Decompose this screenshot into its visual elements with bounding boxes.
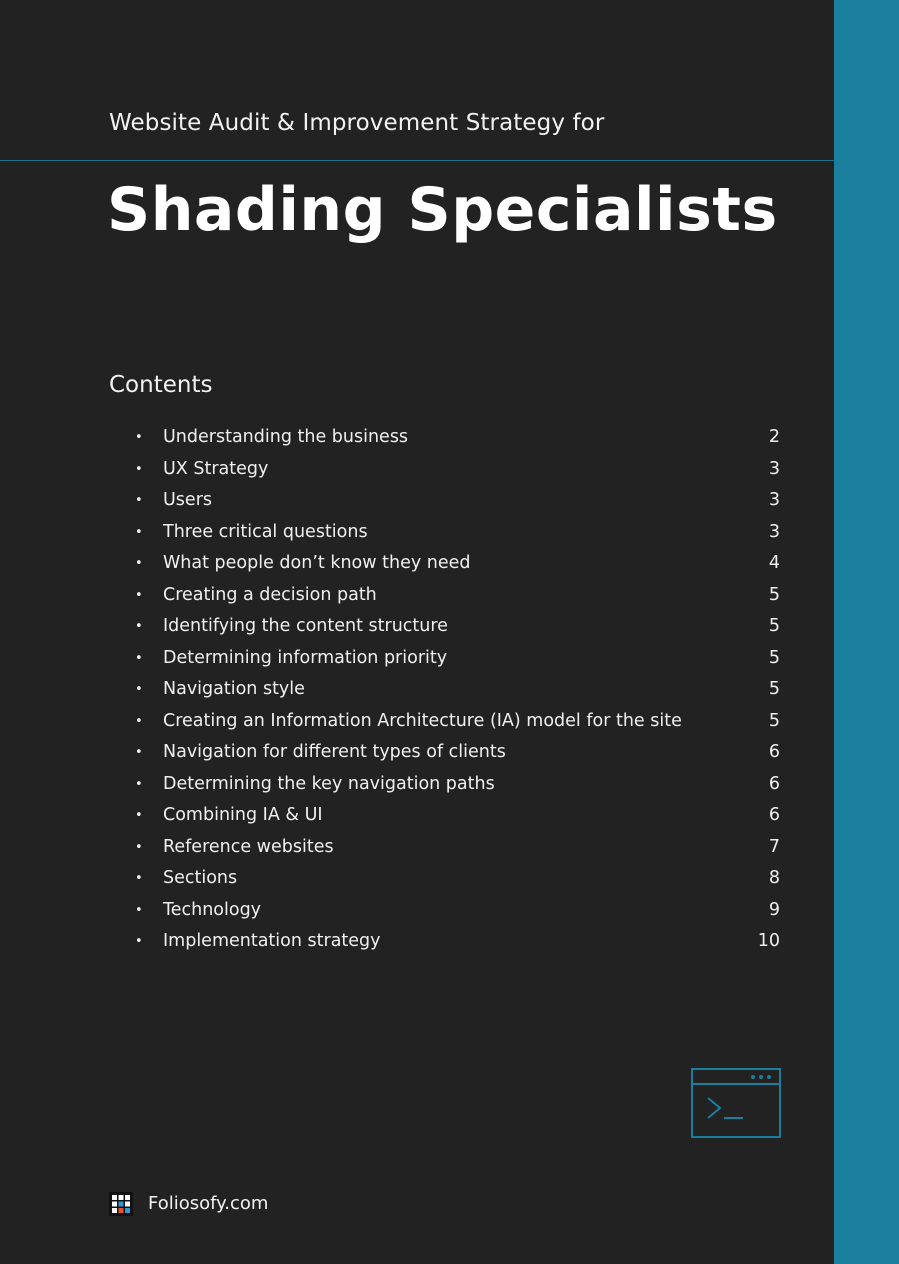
bullet-icon: • [135, 745, 143, 760]
bullet-icon: • [135, 808, 143, 823]
toc-item-label: Technology [163, 899, 262, 920]
bullet-icon: • [135, 461, 143, 477]
footer-brand[interactable]: Foliosofy.com [148, 1193, 269, 1214]
toc-item-label: Navigation style [163, 679, 305, 699]
toc-item[interactable] [135, 580, 780, 612]
toc-item-label: Implementation strategy [163, 931, 381, 951]
bullet-icon: • [135, 934, 143, 949]
toc-item[interactable] [135, 517, 780, 549]
document-subtitle: Website Audit & Improvement Strategy for [109, 110, 605, 136]
toc-item[interactable] [135, 832, 780, 864]
toc-item[interactable] [135, 737, 780, 769]
toc-item[interactable] [135, 926, 780, 958]
toc-item[interactable] [135, 454, 780, 486]
toc-item[interactable] [135, 674, 780, 706]
toc-item[interactable] [135, 611, 780, 643]
accent-sidebar [834, 0, 899, 1264]
toc-item[interactable] [135, 769, 780, 801]
bullet-icon: • [135, 839, 143, 855]
toc-item[interactable] [135, 485, 780, 517]
bullet-icon: • [135, 556, 143, 571]
toc-item-label: What people don’t know they need [163, 553, 471, 573]
bullet-icon: • [135, 619, 143, 634]
foliosofy-logo-icon [109, 1192, 133, 1216]
toc-item-page: 10 [757, 931, 780, 951]
toc-item-label: Sections [163, 868, 238, 888]
toc-item-label: Creating an Information Architecture (IA) model for the site [163, 710, 682, 731]
toc-item-label: Identifying the content structure [163, 616, 448, 636]
toc-item-label: Users [163, 490, 213, 510]
toc-item-page: 6 [768, 742, 780, 762]
bullet-icon: • [135, 493, 143, 508]
toc-item-page: 5 [768, 616, 780, 636]
toc-item-page: 5 [768, 647, 780, 668]
bullet-icon: • [135, 430, 143, 445]
bullet-icon: • [135, 871, 143, 886]
toc-item-page: 8 [768, 868, 780, 888]
toc-item[interactable] [135, 863, 780, 895]
toc-item-page: 5 [768, 710, 780, 731]
terminal-icon [691, 1068, 781, 1138]
toc-item-label: Determining the key navigation paths [163, 773, 495, 794]
toc-item-page: 3 [768, 458, 780, 479]
toc-item-label: Combining IA & UI [163, 805, 323, 825]
toc-item[interactable] [135, 422, 780, 454]
document-title: Shading Specialists [107, 175, 778, 245]
toc-item-label: Creating a decision path [163, 584, 377, 605]
toc-item-page: 7 [768, 836, 780, 857]
bullet-icon: • [135, 776, 143, 792]
bullet-icon: • [135, 682, 143, 697]
toc-item-page: 5 [768, 679, 780, 699]
contents-heading: Contents [109, 372, 213, 398]
toc-item[interactable] [135, 548, 780, 580]
bullet-icon: • [135, 713, 143, 729]
toc-item-page: 4 [768, 553, 780, 573]
header-divider [0, 160, 834, 161]
toc-item-label: Three critical questions [163, 521, 368, 542]
toc-item-page: 3 [768, 521, 780, 542]
toc-item-page: 5 [768, 584, 780, 605]
toc-item[interactable] [135, 643, 780, 675]
table-of-contents [135, 422, 780, 958]
toc-item[interactable] [135, 706, 780, 738]
toc-item-page: 3 [768, 490, 780, 510]
toc-item-label: UX Strategy [163, 458, 269, 479]
toc-item-page: 2 [768, 427, 780, 447]
bullet-icon: • [135, 587, 143, 603]
bullet-icon: • [135, 650, 143, 666]
toc-item-page: 6 [768, 805, 780, 825]
bullet-icon: • [135, 524, 143, 540]
toc-item-label: Navigation for different types of clients [163, 742, 506, 762]
toc-item-label: Reference websites [163, 836, 334, 857]
toc-item-page: 6 [768, 773, 780, 794]
toc-item-label: Understanding the business [163, 427, 409, 447]
toc-item[interactable] [135, 895, 780, 927]
toc-item[interactable] [135, 800, 780, 832]
toc-item-page: 9 [768, 899, 780, 920]
bullet-icon: • [135, 902, 143, 918]
toc-item-label: Determining information priority [163, 647, 448, 668]
